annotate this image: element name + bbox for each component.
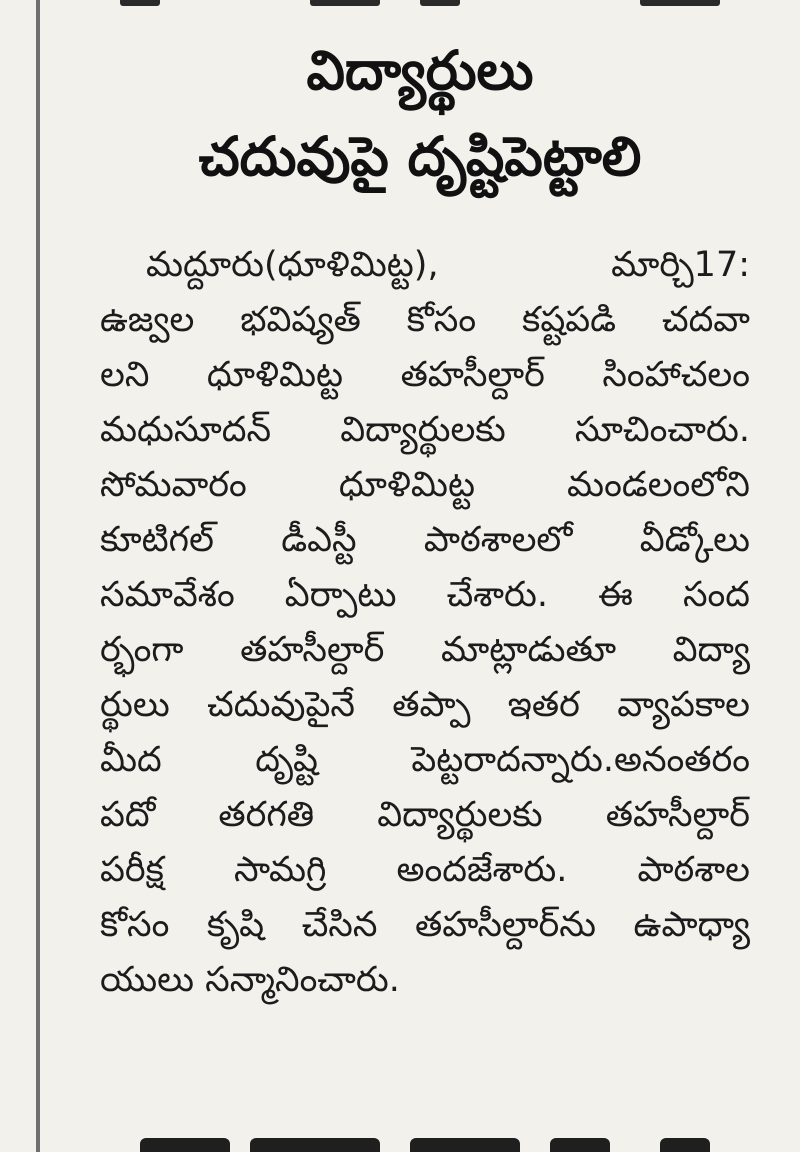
body-line: సోమవారం ధూళిమిట్ట మండలంలోని <box>100 465 750 505</box>
headline-line-2: చదువుపై దృష్టిపెట్టాలి <box>198 125 642 188</box>
cropped-next-headline <box>140 1136 720 1152</box>
body-line: మధుసూదన్ విద్యార్థులకు సూచించారు. <box>100 410 750 450</box>
body-line: సమావేశం ఏర్పాటు చేశారు. ఈ సంద <box>100 575 750 615</box>
body-line: కూటిగల్ డీఎస్టీ పాఠశాలలో వీడ్కోలు <box>100 520 750 560</box>
body-line: యులు సన్మానించారు. <box>100 960 400 1000</box>
body-line: పదో తరగతి విద్యార్థులకు తహసీల్దార్ <box>100 795 750 835</box>
dateline <box>100 238 750 293</box>
body-line: కోసం కృషి చేసిన తహసీల్దార్‌ను ఉపాధ్యా <box>100 905 750 945</box>
body-line: ర్భంగా తహసీల్దార్ మాట్లాడుతూ విద్యా <box>100 630 750 670</box>
body-line: ఉజ్వల భవిష్యత్ కోసం కష్టపడి చదవా <box>100 300 750 340</box>
headline-line-1: విద్యార్థులు <box>306 39 534 102</box>
body-line: ర్థులు చదువుపైనే తప్పా ఇతర వ్యాపకాల <box>100 685 750 725</box>
dateline-place: మద్దూరు(ధూళిమిట్ట), <box>146 245 439 285</box>
body-line: పరీక్ష సామగ్రి అందజేశారు. పాఠశాల <box>100 850 750 890</box>
article-body <box>100 238 750 1008</box>
body-line: మీద దృష్టి పెట్టరాదన్నారు.అనంతరం <box>100 740 750 780</box>
dateline-date: మార్చి17: <box>611 245 750 285</box>
body-line: లని ధూళిమిట్ట తహసీల్దార్ సింహాచలం <box>100 355 750 395</box>
column-rule <box>36 0 40 1152</box>
cropped-previous-text <box>120 0 740 14</box>
